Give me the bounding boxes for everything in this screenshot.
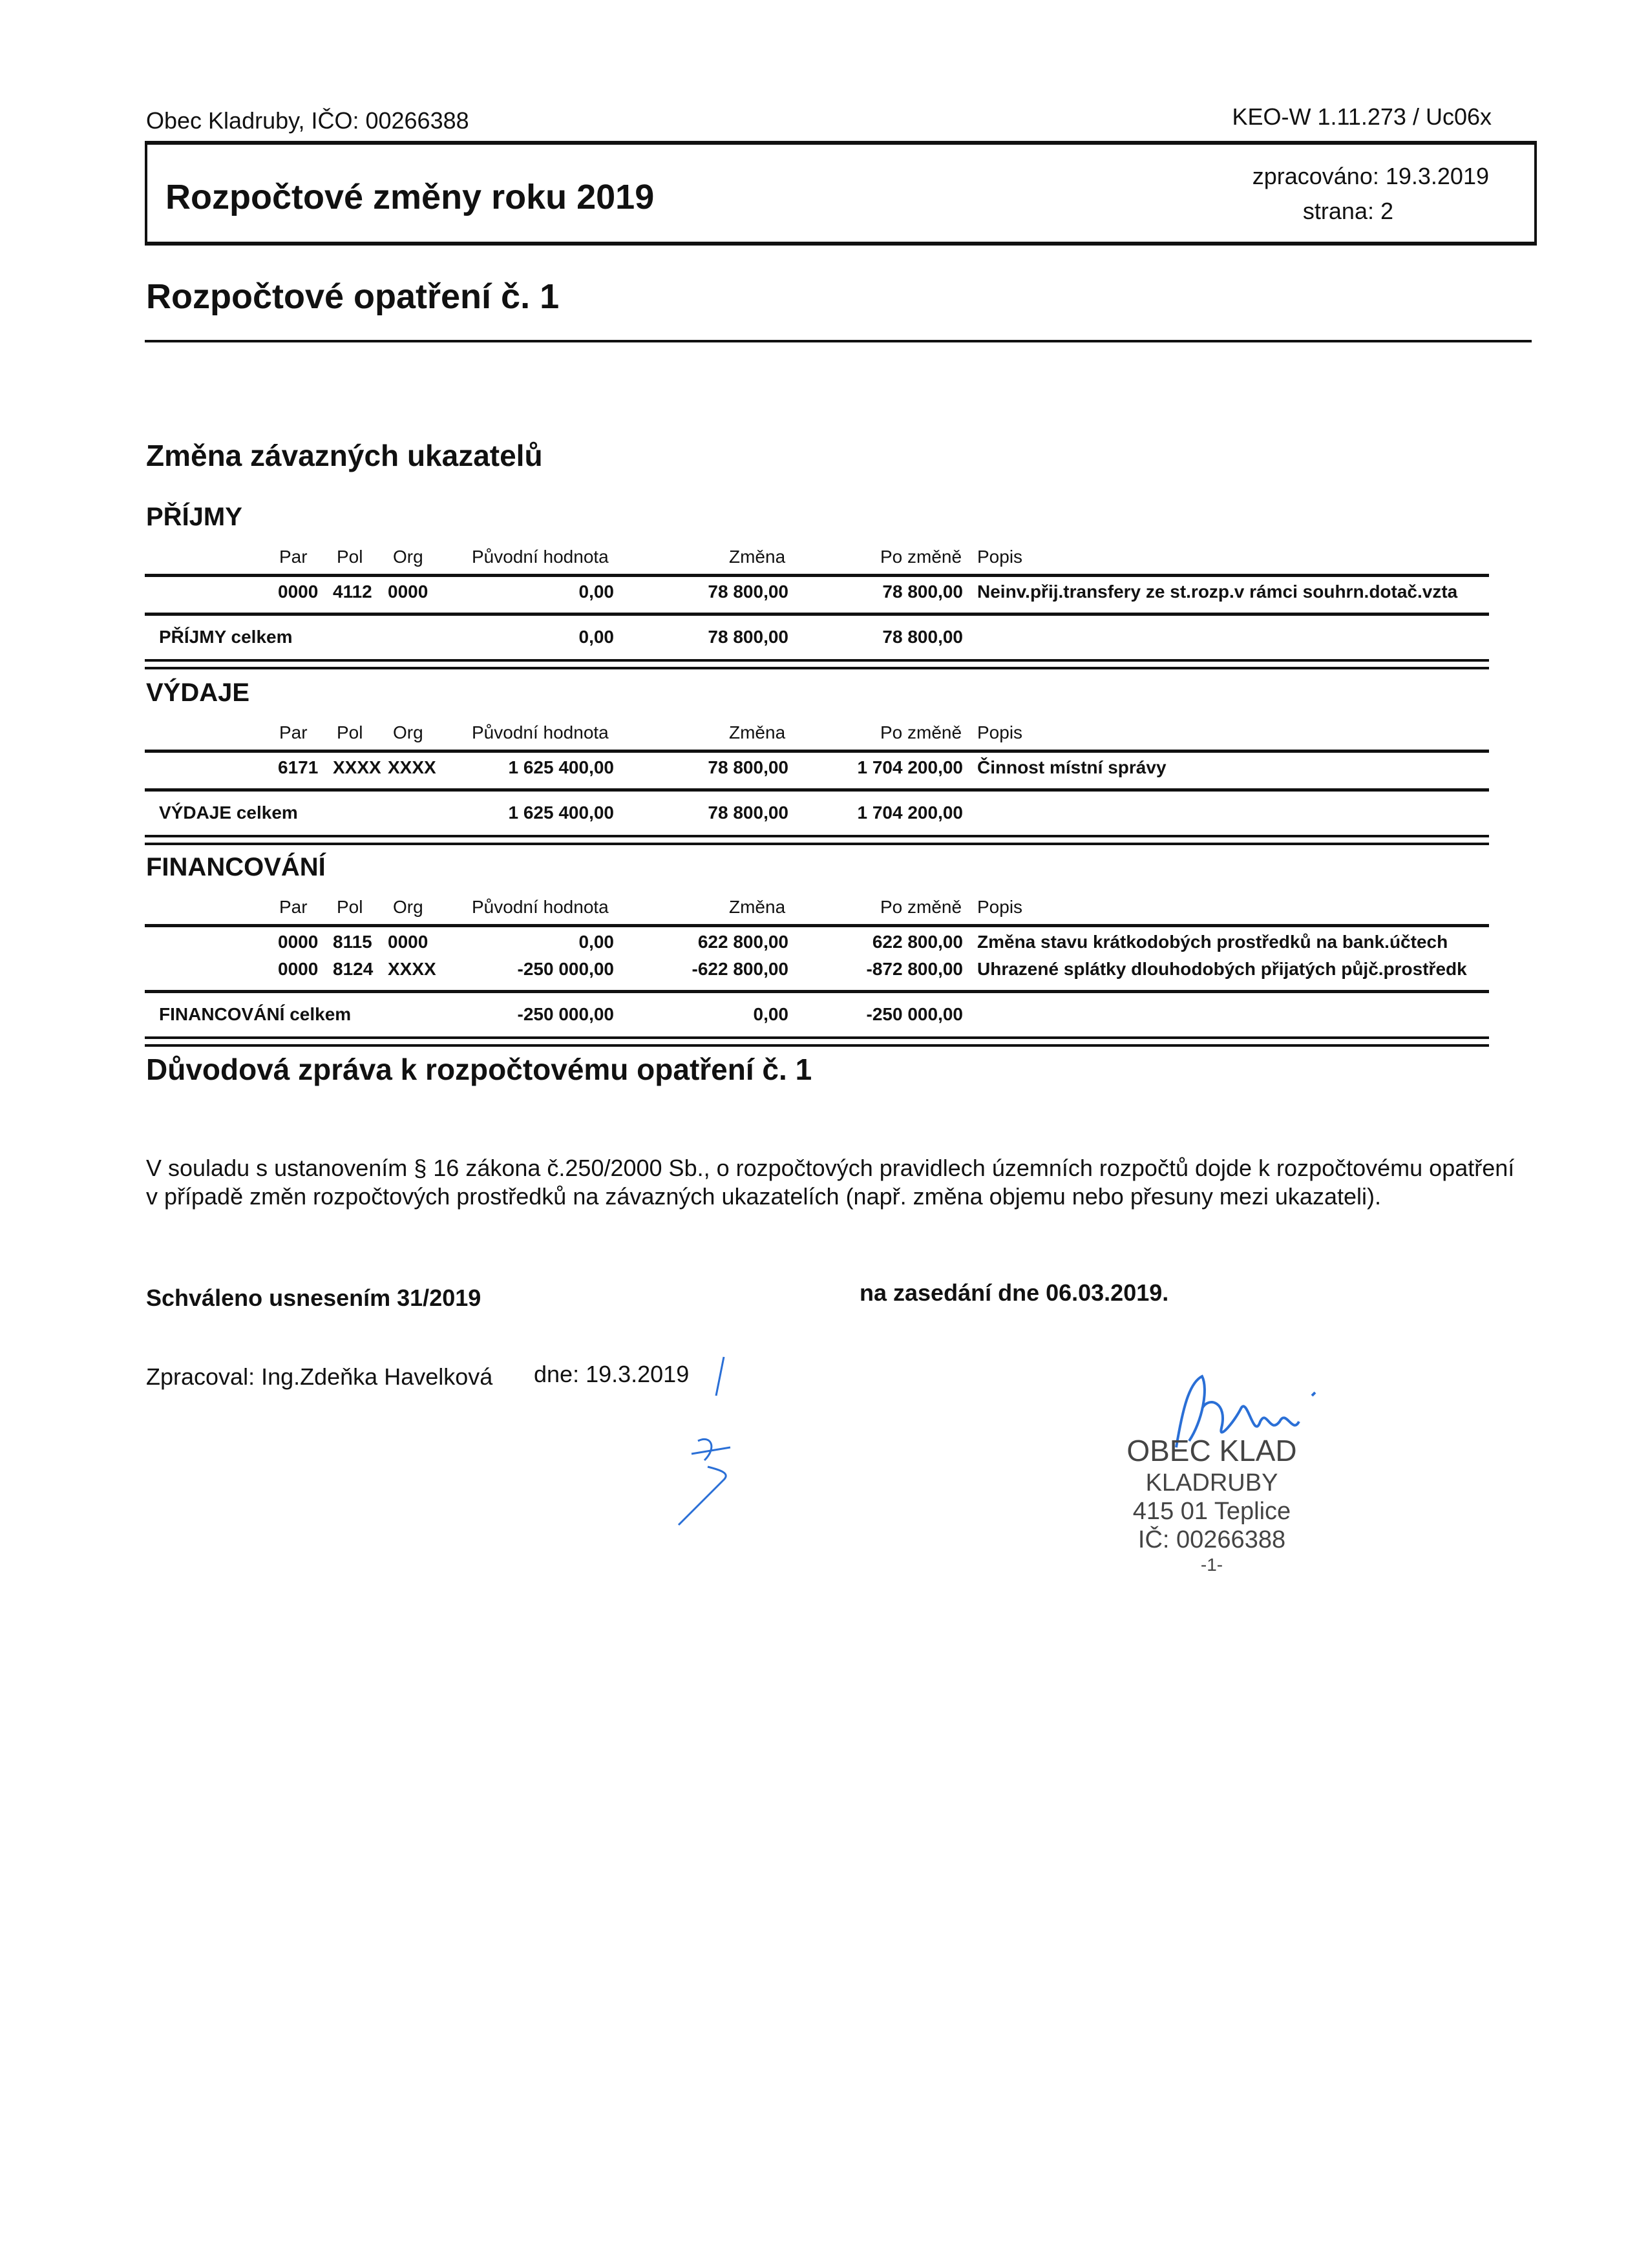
cell-pol: 8124: [333, 959, 374, 979]
total-rule-double: [145, 667, 1489, 669]
column-header-pol: Pol: [337, 722, 363, 742]
cell-original: -250 000,00: [517, 959, 614, 979]
document-title: Rozpočtové změny roku 2019: [165, 178, 655, 216]
page-number: strana: 2: [1302, 198, 1393, 224]
total-original: -250 000,00: [517, 1004, 614, 1024]
stamp-line-4: IČ: 00266388: [1137, 1526, 1286, 1553]
software-version: KEO-W 1.11.273 / Uc06x: [1232, 103, 1492, 130]
cell-change: 78 800,00: [708, 582, 788, 602]
title-box: [145, 141, 1537, 246]
column-header-org: Org: [393, 547, 423, 567]
rows-rule: [145, 990, 1489, 993]
total-label: VÝDAJE celkem: [159, 803, 298, 823]
total-original: 0,00: [578, 627, 614, 647]
explanation-title: Důvodová zpráva k rozpočtovému opatření č. 1: [146, 1053, 812, 1086]
cell-pol: 4112: [333, 582, 372, 602]
cell-original: 0,00: [578, 932, 614, 952]
column-header-par: Par: [279, 897, 308, 917]
cell-after: 78 800,00: [882, 582, 963, 602]
total-rule: [145, 659, 1489, 662]
cell-after: 622 800,00: [872, 932, 963, 952]
rows-rule: [145, 613, 1489, 616]
measure-title: Rozpočtové opatření č. 1: [146, 277, 560, 316]
column-header-after: Po změně: [880, 897, 962, 917]
column-header-after: Po změně: [880, 722, 962, 742]
section-title: FINANCOVÁNÍ: [146, 853, 326, 881]
header-rule: [145, 750, 1489, 753]
section-title: VÝDAJE: [146, 678, 250, 707]
divider: [145, 340, 1532, 342]
column-header-desc: Popis: [977, 897, 1023, 917]
prepared-date: dne: 19.3.2019: [534, 1361, 690, 1387]
cell-org: XXXX: [388, 757, 436, 777]
explanation-text: V souladu s ustanovením § 16 zákona č.250/2000 Sb., o rozpočtových pravidlech územních rozpočtů dojde k rozpočtovému opatření v případě změn rozpočtových prostředků na závazných ukazatelích (např. změna objemu nebo přesuny mezi ukazateli).: [146, 1155, 1515, 1210]
total-after: 78 800,00: [882, 627, 963, 647]
cell-desc: Neinv.přij.transfery ze st.rozp.v rámci souhrn.dotač.vzta: [977, 582, 1458, 602]
cell-desc: Činnost místní správy: [977, 757, 1167, 777]
total-label: FINANCOVÁNÍ celkem: [159, 1004, 352, 1024]
stamp-line-5: -1-: [1200, 1555, 1223, 1575]
stamp-line-1: OBEC KLAD: [1126, 1434, 1297, 1467]
approval-resolution: Schváleno usnesením 31/2019: [146, 1285, 481, 1311]
organization-id: Obec Kladruby, IČO: 00266388: [146, 107, 469, 134]
processed-date: zpracováno: 19.3.2019: [1252, 163, 1489, 189]
section-title: PŘÍJMY: [146, 503, 242, 531]
column-header-par: Par: [279, 547, 308, 567]
total-rule-double: [145, 843, 1489, 845]
column-header-original: Původní hodnota: [472, 722, 609, 742]
cell-org: XXXX: [388, 959, 436, 979]
column-header-change: Změna: [729, 722, 786, 742]
cell-desc: Uhrazené splátky dlouhodobých přijatých půjč.prostředk: [977, 959, 1467, 979]
column-header-pol: Pol: [337, 547, 363, 567]
stamp-line-3: 415 01 Teplice: [1132, 1498, 1291, 1525]
cell-par: 0000: [278, 582, 319, 602]
cell-pol: 8115: [333, 932, 372, 952]
rows-rule: [145, 788, 1489, 792]
column-header-desc: Popis: [977, 547, 1023, 567]
total-label: PŘÍJMY celkem: [159, 627, 293, 647]
cell-par: 0000: [278, 959, 319, 979]
header-rule: [145, 574, 1489, 577]
column-header-desc: Popis: [977, 722, 1023, 742]
cell-pol: XXXX: [333, 757, 381, 777]
column-header-original: Původní hodnota: [472, 547, 609, 567]
cell-after: -872 800,00: [866, 959, 963, 979]
cell-org: 0000: [388, 932, 428, 952]
total-rule: [145, 835, 1489, 837]
total-after: 1 704 200,00: [857, 803, 963, 823]
cell-par: 6171: [278, 757, 319, 777]
column-header-change: Změna: [729, 547, 786, 567]
total-rule: [145, 1036, 1489, 1039]
indicators-title: Změna závazných ukazatelů: [146, 439, 543, 472]
cell-change: -622 800,00: [692, 959, 788, 979]
cell-desc: Změna stavu krátkodobých prostředků na bank.účtech: [977, 932, 1448, 952]
total-rule-double: [145, 1044, 1489, 1047]
cell-par: 0000: [278, 932, 319, 952]
column-header-original: Původní hodnota: [472, 897, 609, 917]
column-header-pol: Pol: [337, 897, 363, 917]
cell-org: 0000: [388, 582, 428, 602]
total-change: 78 800,00: [708, 627, 788, 647]
column-header-after: Po změně: [880, 547, 962, 567]
column-header-par: Par: [279, 722, 308, 742]
cell-original: 0,00: [578, 582, 614, 602]
cell-change: 622 800,00: [697, 932, 788, 952]
approval-meeting: na zasedání dne 06.03.2019.: [860, 1279, 1169, 1306]
total-after: -250 000,00: [866, 1004, 963, 1024]
total-original: 1 625 400,00: [508, 803, 614, 823]
column-header-org: Org: [393, 722, 423, 742]
header-rule: [145, 924, 1489, 927]
handwritten-initials: [659, 1350, 763, 1531]
total-change: 78 800,00: [708, 803, 788, 823]
cell-change: 78 800,00: [708, 757, 788, 777]
column-header-change: Změna: [729, 897, 786, 917]
column-header-org: Org: [393, 897, 423, 917]
cell-after: 1 704 200,00: [857, 757, 963, 777]
prepared-by: Zpracoval: Ing.Zdeňka Havelková: [146, 1363, 493, 1390]
total-change: 0,00: [753, 1004, 788, 1024]
stamp-line-2: KLADRUBY: [1145, 1469, 1278, 1496]
cell-original: 1 625 400,00: [508, 757, 614, 777]
